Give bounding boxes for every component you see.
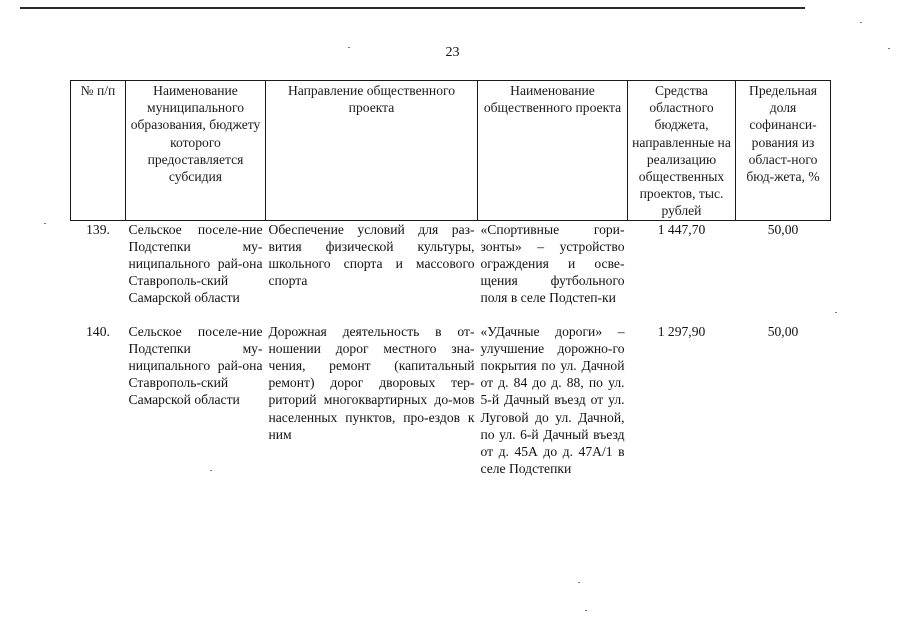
subsidy-table: [70, 80, 831, 477]
header-municipality: Наименование муниципального образования, бюджету которого предоставляется субсидия: [126, 81, 266, 221]
scan-speck: [860, 22, 862, 23]
scan-speck: [585, 610, 587, 611]
row-municipality: Сельское поселе-ние Подстепки му-ниципального рай-она Ставрополь-ский Самарской области: [128, 323, 263, 408]
row-cofinancing-share: 50,00: [767, 323, 799, 339]
row-project-name: «Спортивные гори-зонты» – устройство ограждения и осве-щения футбольного поля в селе Подстеп-ки: [480, 221, 625, 306]
header-project-name: Наименование общественного проекта: [478, 81, 628, 221]
row-direction: Обеспечение условий для раз-вития физической культуры, школьного спорта и массового спорта: [268, 221, 475, 289]
table-header-row: [71, 81, 831, 221]
top-rule: [20, 7, 805, 9]
row-project-name: «УДачные дороги» – улучшение дорожно-го покрытия по ул. Дачной от д. 84 до д. 88, по ул. 5-й Дачный въезд от ул. Луговой до ул. Дачной, по ул. 6-й Дачный въезд от д. 45А до д. 47А/1 в селе Подстепки: [480, 323, 625, 477]
scan-speck: [835, 312, 837, 313]
row-budget-amount: 1 447,70: [657, 221, 706, 237]
header-number: № п/п: [71, 81, 126, 221]
header-budget-amount: Средства областного бюджета, направленные на реализацию общественных проектов, тыс. рублей: [628, 81, 736, 221]
row-budget-amount: 1 297,90: [657, 323, 706, 339]
row-number: 140.: [86, 323, 110, 339]
header-cofinancing-share: Предельная доля софинанси-рования из област-ного бюд-жета, %: [736, 81, 831, 221]
scan-speck: [888, 48, 890, 49]
row-municipality: Сельское поселе-ние Подстепки му-ниципального рай-она Ставрополь-ский Самарской области: [128, 221, 263, 306]
scan-speck: [578, 582, 580, 583]
table-row: [71, 220, 831, 321]
row-cofinancing-share: 50,00: [767, 221, 799, 237]
table-row: [71, 321, 831, 478]
row-direction: Дорожная деятельность в от-ношении дорог местного зна-чения, ремонт (капитальный ремонт) дорог дворовых тер-риторий многоквартирных до-мов населенных пунктов, про-ездов к ним: [268, 323, 475, 442]
page-number: 23: [445, 45, 460, 60]
scan-speck: [348, 47, 350, 48]
header-direction: Направление общественного проекта: [266, 81, 478, 221]
scan-speck: [210, 470, 212, 471]
row-number: 139.: [86, 221, 110, 237]
scan-speck: [44, 223, 46, 224]
